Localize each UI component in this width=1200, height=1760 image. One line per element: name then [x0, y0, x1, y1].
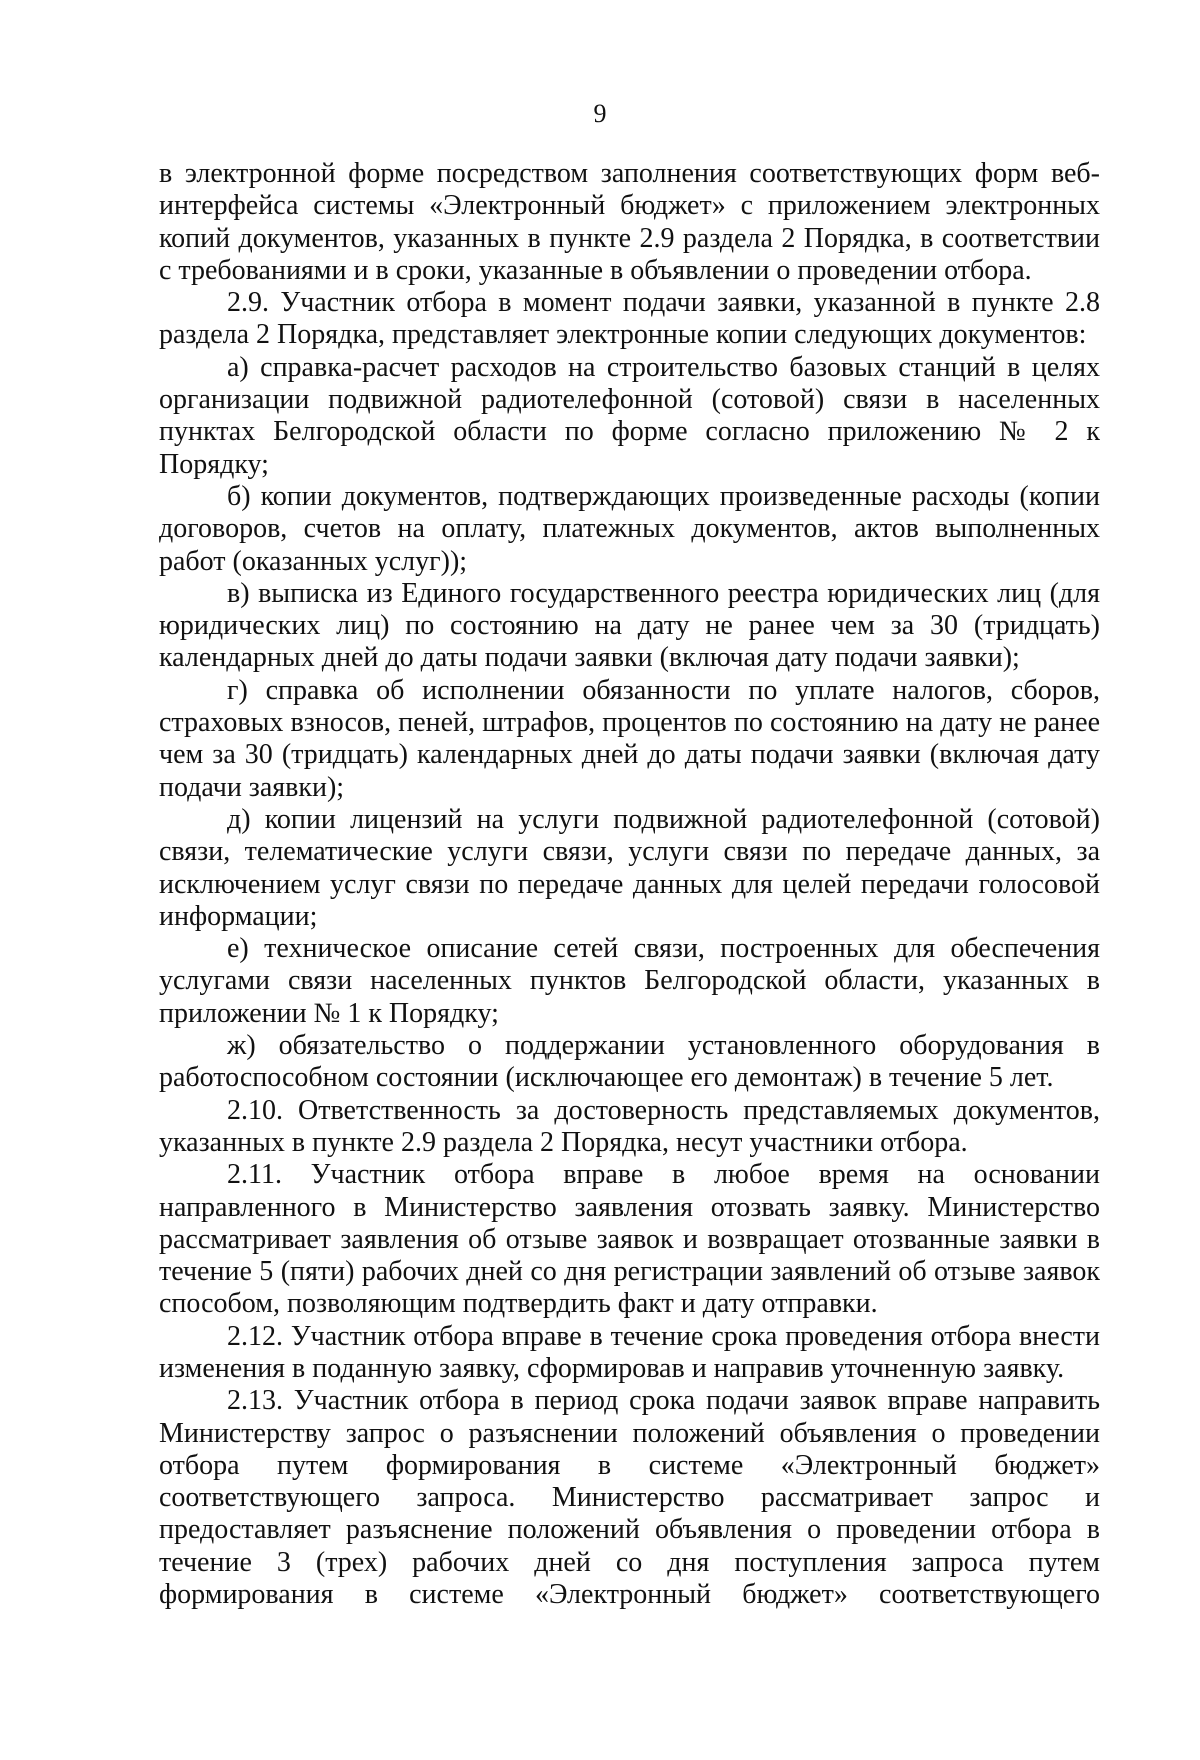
- paragraph-2-10: 2.10. Ответственность за достоверность представляемых документов, указанных в пункте 2.9 раздела 2 Порядка, несут участники отбора.: [159, 1094, 1100, 1158]
- paragraph-2-12: 2.12. Участник отбора вправе в течение срока проведения отбора внести изменения в поданную заявку, сформировав и направив уточненную заявку.: [159, 1320, 1100, 1384]
- paragraph-continuation: в электронной форме посредством заполнения соответствующих форм веб-интерфейса системы «Электронный бюджет» с приложением электронных копий документов, указанных в пункте 2.9 раздела 2 Порядка, в соответствии с требованиями и в сроки, указанные в объявлении о проведении отбора.: [159, 158, 1100, 286]
- list-item-a: а) справка-расчет расходов на строительство базовых станций в целях организации подвижной радиотелефонной (сотовой) связи в населенных пунктах Белгородской области по форме согласно приложению № 2 к Порядку;: [159, 351, 1100, 480]
- list-item-v: в) выписка из Единого государственного реестра юридических лиц (для юридических лиц) по состоянию на дату не ранее чем за 30 (тридцать) календарных дней до даты подачи заявки (включая дату подачи заявки);: [159, 577, 1100, 674]
- document-body: [159, 158, 1100, 1611]
- list-item-g: г) справка об исполнении обязанности по уплате налогов, сборов, страховых взносов, пеней, штрафов, процентов по состоянию на дату не ранее чем за 30 (тридцать) календарных дней до даты подачи заявки (включая дату подачи заявки);: [159, 674, 1100, 803]
- list-item-zh: ж) обязательство о поддержании установленного оборудования в работоспособном состоянии (исключающее его демонтаж) в течение 5 лет.: [159, 1030, 1100, 1094]
- list-item-e: е) техническое описание сетей связи, построенных для обеспечения услугами связи населенных пунктов Белгородской области, указанных в приложении № 1 к Порядку;: [159, 933, 1100, 1029]
- list-item-d: д) копии лицензий на услуги подвижной радиотелефонной (сотовой) связи, телематические услуги связи, услуги связи по передаче данных, за исключением услуг связи по передаче данных для целей передачи голосовой информации;: [159, 803, 1100, 932]
- page-number: 9: [593, 99, 607, 128]
- list-item-b: б) копии документов, подтверждающих произведенные расходы (копии договоров, счетов на оплату, платежных документов, актов выполненных работ (оказанных услуг));: [159, 480, 1100, 577]
- paragraph-2-9: 2.9. Участник отбора в момент подачи заявки, указанной в пункте 2.8 раздела 2 Порядка, представляет электронные копии следующих документов:: [159, 287, 1100, 351]
- paragraph-2-13: 2.13. Участник отбора в период срока подачи заявок вправе направить Министерству запрос о разъяснении положений объявления о проведении отбора путем формирования в системе «Электронный бюджет» соответствующего запроса. Министерство рассматривает запрос и предоставляет разъяснение положений объявления о проведении отбора в течение 3 (трех) рабочих дней со дня поступления запроса путем формирования в системе «Электронный бюджет» соответствующего: [159, 1385, 1100, 1611]
- paragraph-2-11: 2.11. Участник отбора вправе в любое время на основании направленного в Министерство заявления отозвать заявку. Министерство рассматривает заявления об отзыве заявок и возвращает отозванные заявки в течение 5 (пяти) рабочих дней со дня регистрации заявлений об отзыве заявок способом, позволяющим подтвердить факт и дату отправки.: [159, 1159, 1100, 1320]
